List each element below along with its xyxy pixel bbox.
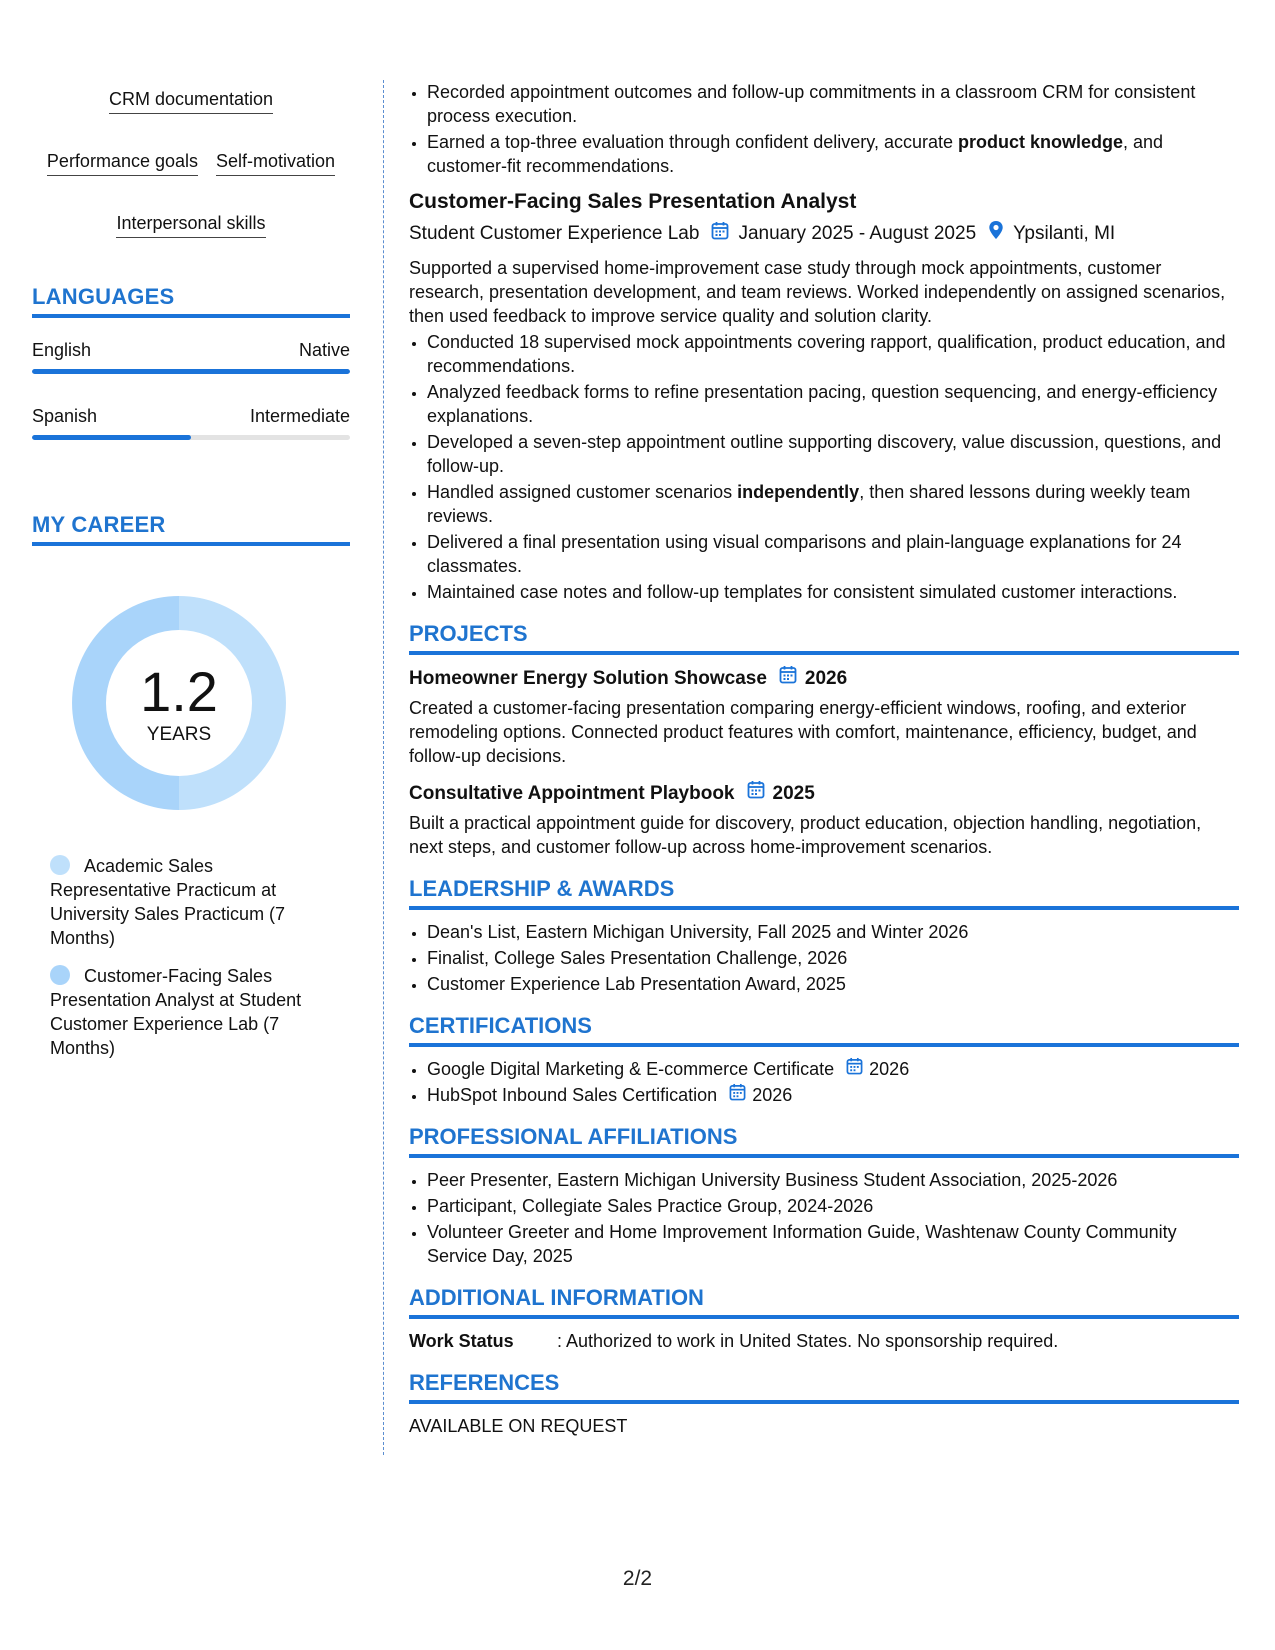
language-name: English bbox=[32, 340, 92, 360]
affiliation-item: • Peer Presenter, Eastern Michigan University Business Student Association, 2025-2026 bbox=[427, 1168, 1239, 1192]
calendar-icon bbox=[747, 780, 765, 807]
proficiency-fill bbox=[32, 435, 191, 440]
leadership-item: • Dean's List, Eastern Michigan University, Fall 2025 and Winter 2026 bbox=[427, 920, 1239, 944]
job-location: Ypsilanti, MI bbox=[1013, 223, 1116, 244]
affiliation-item: • Volunteer Greeter and Home Improvement Information Guide, Washtenaw County Community Service Day, 2025 bbox=[427, 1220, 1239, 1268]
page-number: 2/2 bbox=[622, 1567, 653, 1590]
affiliations-list bbox=[409, 1168, 1239, 1268]
language-level: Native bbox=[298, 340, 350, 360]
career-total-unit: YEARS bbox=[146, 724, 212, 745]
language-item bbox=[32, 404, 350, 440]
legend-label: Customer-Facing Sales Presentation Analyst at Student Customer Experience Lab (7 Months) bbox=[50, 966, 302, 1058]
legend-dot bbox=[50, 965, 70, 985]
calendar-icon bbox=[711, 221, 729, 248]
column-divider bbox=[383, 80, 384, 1455]
left-column bbox=[32, 78, 350, 1074]
references-text: AVAILABLE ON REQUEST bbox=[409, 1416, 628, 1436]
project-description: Built a practical appointment guide for discovery, product education, objection handling, negotiation, next steps, and customer follow-up across home-improvement scenarios. bbox=[409, 813, 1202, 857]
project-title bbox=[409, 780, 1239, 807]
certification-name: • Google Digital Marketing & E-commerce Certificate bbox=[427, 1059, 835, 1079]
language-proficiency-bar bbox=[32, 369, 350, 374]
skill-tag: Self-motivation bbox=[216, 150, 335, 176]
previous-job-bullets bbox=[409, 80, 1239, 178]
certification-year: 2026 bbox=[752, 1085, 793, 1105]
affiliations-heading: PROFESSIONAL AFFILIATIONS bbox=[409, 1123, 1239, 1158]
calendar-icon bbox=[779, 665, 797, 692]
bullet-item: • Conducted 18 supervised mock appointments covering rapport, qualification, product education, and recommendations. bbox=[427, 330, 1239, 378]
job-summary: Supported a supervised home-improvement case study through mock appointments, customer research, presentation development, and team reviews. Worked independently on assigned scenarios, then used feedback to improve service quality and solution clarity. bbox=[409, 258, 1226, 326]
proficiency-fill bbox=[32, 369, 350, 374]
language-name: Spanish bbox=[32, 406, 98, 426]
job-title: Customer-Facing Sales Presentation Analyst bbox=[409, 190, 857, 213]
location-pin-icon bbox=[988, 220, 1004, 248]
skills-list bbox=[32, 88, 350, 238]
job-dates: January 2025 - August 2025 bbox=[738, 223, 977, 244]
certification-item bbox=[427, 1083, 1239, 1107]
job-bullets bbox=[409, 330, 1239, 604]
bullet-item: • Delivered a final presentation using visual comparisons and plain-language explanations for 24 classmates. bbox=[427, 530, 1239, 578]
certification-name: • HubSpot Inbound Sales Certification bbox=[427, 1085, 718, 1105]
job-meta bbox=[409, 220, 1239, 248]
legend-dot bbox=[50, 855, 70, 875]
work-status-value: : Authorized to work in United States. No sponsorship required. bbox=[557, 1331, 1059, 1351]
calendar-icon bbox=[846, 1057, 863, 1081]
skill-tag: Performance goals bbox=[47, 150, 198, 176]
project-year: 2025 bbox=[772, 782, 815, 804]
bullet-item: • Maintained case notes and follow-up templates for consistent simulated customer interactions. bbox=[427, 580, 1239, 604]
project-name: Consultative Appointment Playbook bbox=[409, 782, 735, 804]
project-name: Homeowner Energy Solution Showcase bbox=[409, 667, 767, 689]
skill-tag: Interpersonal skills bbox=[116, 212, 265, 238]
bullet-item: • Analyzed feedback forms to refine presentation pacing, question sequencing, and energy-efficiency explanations. bbox=[427, 380, 1239, 428]
career-total-years: 1.2 bbox=[140, 660, 218, 723]
projects-heading: PROJECTS bbox=[409, 620, 1239, 655]
leadership-item: • Customer Experience Lab Presentation Award, 2025 bbox=[427, 972, 1239, 996]
certification-year: 2026 bbox=[869, 1059, 910, 1079]
career-donut-chart bbox=[66, 590, 292, 816]
additional-info-heading: ADDITIONAL INFORMATION bbox=[409, 1284, 1239, 1319]
career-heading: MY CAREER bbox=[32, 512, 350, 546]
bullet-item: • Recorded appointment outcomes and follow-up commitments in a classroom CRM for consistent process execution. bbox=[427, 80, 1239, 128]
languages-heading: LANGUAGES bbox=[32, 284, 350, 318]
certification-item bbox=[427, 1057, 1239, 1081]
bullet-item: • Handled assigned customer scenarios independently, then shared lessons during weekly team reviews. bbox=[427, 480, 1239, 528]
work-status-label: Work Status bbox=[409, 1331, 514, 1351]
affiliation-item: • Participant, Collegiate Sales Practice Group, 2024-2026 bbox=[427, 1194, 1239, 1218]
right-column bbox=[409, 80, 1239, 1438]
language-proficiency-bar bbox=[32, 435, 350, 440]
bullet-item: • Developed a seven-step appointment outline supporting discovery, value discussion, questions, and follow-up. bbox=[427, 430, 1239, 478]
project-year: 2026 bbox=[804, 667, 848, 689]
legend-item bbox=[50, 854, 320, 950]
legend-item bbox=[50, 964, 320, 1060]
career-legend bbox=[50, 854, 320, 1060]
leadership-heading: LEADERSHIP & AWARDS bbox=[409, 875, 1239, 910]
project-description: Created a customer-facing presentation comparing energy-efficient windows, roofing, and exterior remodeling options. Connected product features with comfort, maintenance, efficiency, budget, and follow-up decisions. bbox=[409, 698, 1197, 766]
leadership-item: • Finalist, College Sales Presentation Challenge, 2026 bbox=[427, 946, 1239, 970]
references-heading: REFERENCES bbox=[409, 1369, 1239, 1404]
bullet-item: • Earned a top-three evaluation through confident delivery, accurate product knowledge, and customer-fit recommendations. bbox=[427, 130, 1239, 178]
project-title bbox=[409, 665, 1239, 692]
work-status-row bbox=[409, 1329, 1239, 1353]
job-company: Student Customer Experience Lab bbox=[409, 223, 700, 244]
legend-label: Academic Sales Representative Practicum at University Sales Practicum (7 Months) bbox=[50, 856, 286, 948]
leadership-list bbox=[409, 920, 1239, 996]
calendar-icon bbox=[729, 1083, 746, 1107]
language-level: Intermediate bbox=[249, 406, 350, 426]
skill-tag: CRM documentation bbox=[109, 88, 273, 114]
certifications-list bbox=[409, 1057, 1239, 1107]
certifications-heading: CERTIFICATIONS bbox=[409, 1012, 1239, 1047]
language-item bbox=[32, 338, 350, 374]
